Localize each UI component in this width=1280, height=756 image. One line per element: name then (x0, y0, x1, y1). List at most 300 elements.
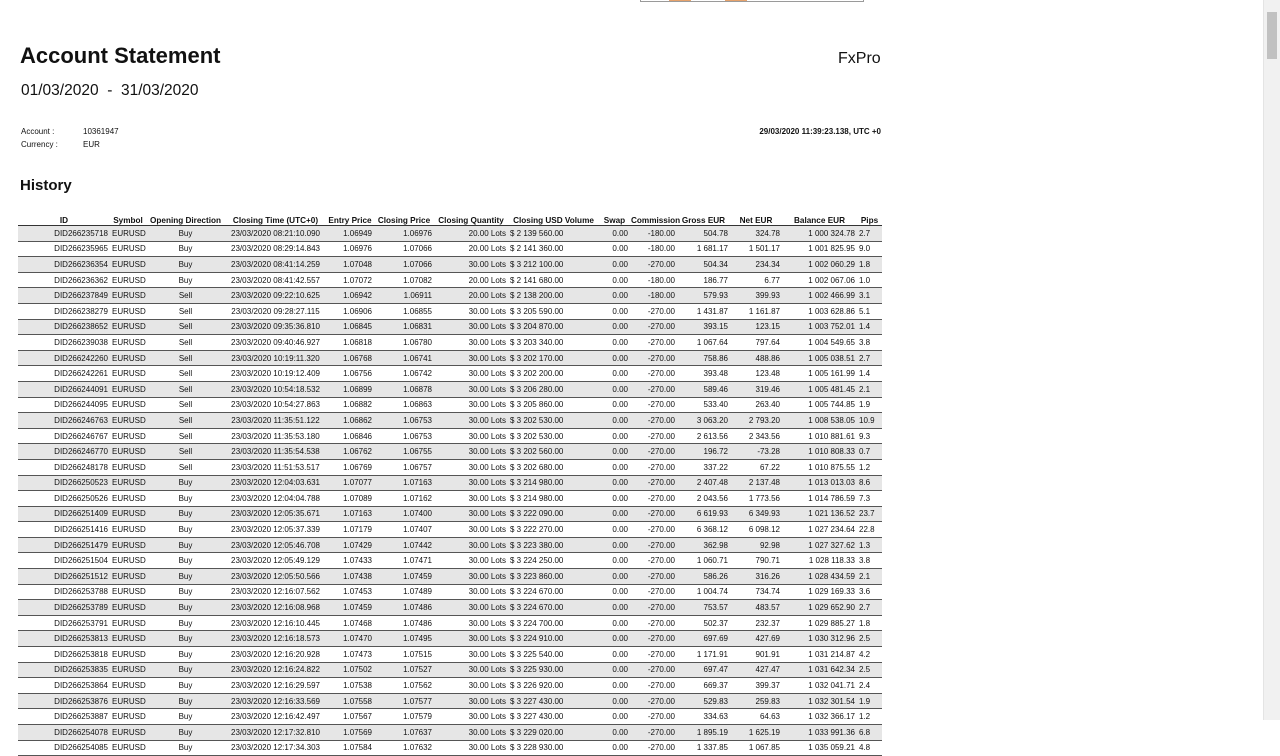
table-cell: 586.26 (677, 569, 730, 585)
table-cell: Sell (146, 459, 225, 475)
table-cell: 30.00 Lots (434, 740, 508, 756)
table-cell: 30.00 Lots (434, 397, 508, 413)
table-cell: -270.00 (630, 553, 677, 569)
table-cell: 758.86 (677, 350, 730, 366)
table-cell: EURUSD (110, 319, 146, 335)
table-cell: DID266253788 (18, 584, 110, 600)
table-cell: 579.93 (677, 288, 730, 304)
table-cell: 6 349.93 (730, 506, 782, 522)
table-cell: 1.07567 (326, 709, 374, 725)
table-cell: -270.00 (630, 506, 677, 522)
table-cell: 1 010 875.55 (782, 459, 857, 475)
table-cell: Buy (146, 491, 225, 507)
table-cell: -270.00 (630, 381, 677, 397)
table-cell: 1.06878 (374, 381, 434, 397)
table-cell: 4.2 (857, 647, 882, 663)
table-cell: DID266246767 (18, 428, 110, 444)
table-header-row (18, 212, 882, 226)
table-cell: 30.00 Lots (434, 553, 508, 569)
table-cell: 753.57 (677, 600, 730, 616)
table-cell: 1 161.87 (730, 303, 782, 319)
table-cell: 1 027 234.64 (782, 522, 857, 538)
table-cell: 186.77 (677, 272, 730, 288)
table-cell: 1.07473 (326, 647, 374, 663)
table-cell: DID266251416 (18, 522, 110, 538)
table-cell: Buy (146, 740, 225, 756)
table-cell: 1.06846 (326, 428, 374, 444)
table-cell: 30.00 Lots (434, 475, 508, 491)
table-cell: 316.26 (730, 569, 782, 585)
table-cell: -270.00 (630, 662, 677, 678)
top-image-fragment (640, 0, 864, 2)
table-cell: $ 3 206 280.00 (508, 381, 599, 397)
table-cell: 1.07515 (374, 647, 434, 663)
table-cell: 0.00 (599, 444, 630, 460)
table-cell: 30.00 Lots (434, 257, 508, 273)
table-cell: 30.00 Lots (434, 303, 508, 319)
table-cell: 23/03/2020 12:04:04.788 (225, 491, 326, 507)
table-cell: DID266251479 (18, 537, 110, 553)
table-row (18, 226, 882, 242)
table-cell: 1.07489 (374, 584, 434, 600)
table-cell: $ 3 202 170.00 (508, 350, 599, 366)
table-cell: 1.07470 (326, 631, 374, 647)
broker-name: FxPro (838, 50, 881, 67)
history-heading: History (20, 177, 72, 194)
table-cell: 9.0 (857, 241, 882, 257)
column-header: ID (18, 212, 110, 226)
table-row (18, 428, 882, 444)
table-cell: 9.3 (857, 428, 882, 444)
table-cell: 30.00 Lots (434, 444, 508, 460)
table-cell: 790.71 (730, 553, 782, 569)
account-number: 10361947 (83, 127, 119, 136)
table-cell: Buy (146, 631, 225, 647)
table-cell: 337.22 (677, 459, 730, 475)
table-cell: 1 337.85 (677, 740, 730, 756)
table-cell: 1 029 652.90 (782, 600, 857, 616)
table-cell: 1 625.19 (730, 725, 782, 741)
table-cell: 1.07632 (374, 740, 434, 756)
table-cell: 1.06976 (326, 241, 374, 257)
table-cell: 1.06976 (374, 226, 434, 242)
column-header: Pips (857, 212, 882, 226)
table-cell: DID266244091 (18, 381, 110, 397)
table-cell: DID266246770 (18, 444, 110, 460)
table-cell: $ 3 227 430.00 (508, 693, 599, 709)
table-row (18, 366, 882, 382)
table-cell: 30.00 Lots (434, 350, 508, 366)
table-cell: -270.00 (630, 366, 677, 382)
table-cell: Buy (146, 662, 225, 678)
table-cell: Sell (146, 288, 225, 304)
table-cell: -270.00 (630, 569, 677, 585)
table-cell: 0.00 (599, 678, 630, 694)
table-cell: 30.00 Lots (434, 662, 508, 678)
table-cell: 1.06757 (374, 459, 434, 475)
table-cell: 0.00 (599, 709, 630, 725)
table-cell: 1.0 (857, 272, 882, 288)
table-row (18, 397, 882, 413)
table-cell: DID266250526 (18, 491, 110, 507)
table-cell: 1.9 (857, 397, 882, 413)
table-cell: 1 010 881.61 (782, 428, 857, 444)
table-cell: 1 028 118.33 (782, 553, 857, 569)
table-cell: -180.00 (630, 272, 677, 288)
table-cell: DID266238652 (18, 319, 110, 335)
table-cell: 1 895.19 (677, 725, 730, 741)
table-cell: 2.7 (857, 226, 882, 242)
table-row (18, 615, 882, 631)
table-cell: 1 003 752.01 (782, 319, 857, 335)
table-cell: $ 3 225 540.00 (508, 647, 599, 663)
table-cell: 0.00 (599, 569, 630, 585)
table-cell: Buy (146, 600, 225, 616)
scrollbar[interactable] (1263, 0, 1280, 720)
table-cell: 30.00 Lots (434, 647, 508, 663)
table-cell: 1.07066 (374, 257, 434, 273)
table-cell: $ 3 202 530.00 (508, 428, 599, 444)
table-cell: $ 2 141 360.00 (508, 241, 599, 257)
table-row (18, 522, 882, 538)
currency-label: Currency : (21, 140, 58, 149)
table-cell: 23/03/2020 12:16:29.597 (225, 678, 326, 694)
table-cell: EURUSD (110, 381, 146, 397)
table-cell: EURUSD (110, 257, 146, 273)
table-cell: 1 013 013.03 (782, 475, 857, 491)
table-cell: Buy (146, 678, 225, 694)
table-cell: 533.40 (677, 397, 730, 413)
table-row (18, 662, 882, 678)
table-cell: 0.00 (599, 226, 630, 242)
table-row (18, 647, 882, 663)
table-cell: Buy (146, 241, 225, 257)
table-cell: 2 613.56 (677, 428, 730, 444)
table-cell: EURUSD (110, 397, 146, 413)
table-cell: -270.00 (630, 631, 677, 647)
table-cell: 0.00 (599, 584, 630, 600)
table-cell: EURUSD (110, 584, 146, 600)
table-cell: EURUSD (110, 444, 146, 460)
table-cell: DID266236354 (18, 257, 110, 273)
table-cell: 0.00 (599, 257, 630, 273)
table-cell: 0.00 (599, 459, 630, 475)
table-cell: -270.00 (630, 335, 677, 351)
table-cell: 30.00 Lots (434, 584, 508, 600)
table-cell: $ 3 224 250.00 (508, 553, 599, 569)
table-cell: 23/03/2020 11:35:54.538 (225, 444, 326, 460)
table-cell: 1.06906 (326, 303, 374, 319)
table-cell: 1.8 (857, 615, 882, 631)
table-cell: 1.06768 (326, 350, 374, 366)
table-cell: $ 2 138 200.00 (508, 288, 599, 304)
table-row (18, 553, 882, 569)
table-cell: 23/03/2020 11:35:51.122 (225, 413, 326, 429)
table-cell: 1.9 (857, 693, 882, 709)
table-cell: 1 008 538.05 (782, 413, 857, 429)
table-cell: $ 3 214 980.00 (508, 491, 599, 507)
table-cell: DID266253818 (18, 647, 110, 663)
table-cell: 901.91 (730, 647, 782, 663)
table-cell: 30.00 Lots (434, 693, 508, 709)
table-cell: 1.06911 (374, 288, 434, 304)
table-cell: 1.06831 (374, 319, 434, 335)
table-cell: DID266254078 (18, 725, 110, 741)
table-cell: Sell (146, 319, 225, 335)
table-cell: DID266235965 (18, 241, 110, 257)
table-cell: Buy (146, 615, 225, 631)
table-cell: 1 003 628.86 (782, 303, 857, 319)
table-cell: EURUSD (110, 335, 146, 351)
table-cell: 399.37 (730, 678, 782, 694)
table-cell: 23/03/2020 09:40:46.927 (225, 335, 326, 351)
table-cell: 1 431.87 (677, 303, 730, 319)
table-cell: 23/03/2020 09:22:10.625 (225, 288, 326, 304)
table-cell: 30.00 Lots (434, 537, 508, 553)
table-cell: EURUSD (110, 459, 146, 475)
table-cell: 23.7 (857, 506, 882, 522)
table-cell: 1.07637 (374, 725, 434, 741)
table-cell: 1.06741 (374, 350, 434, 366)
table-cell: 1 029 169.33 (782, 584, 857, 600)
table-row (18, 350, 882, 366)
table-cell: 23/03/2020 09:35:36.810 (225, 319, 326, 335)
table-cell: 483.57 (730, 600, 782, 616)
table-row (18, 693, 882, 709)
table-cell: 1 773.56 (730, 491, 782, 507)
table-cell: 23/03/2020 12:04:03.631 (225, 475, 326, 491)
table-cell: -270.00 (630, 537, 677, 553)
table-cell: -270.00 (630, 257, 677, 273)
table-cell: 1.07048 (326, 257, 374, 273)
table-cell: EURUSD (110, 506, 146, 522)
table-cell: DID266253789 (18, 600, 110, 616)
table-cell: 1 004.74 (677, 584, 730, 600)
table-cell: 23/03/2020 08:41:14.259 (225, 257, 326, 273)
table-cell: 0.00 (599, 335, 630, 351)
table-cell: 2 407.48 (677, 475, 730, 491)
table-cell: 1.06863 (374, 397, 434, 413)
table-cell: EURUSD (110, 241, 146, 257)
table-row (18, 381, 882, 397)
table-cell: 0.00 (599, 631, 630, 647)
table-cell: $ 3 202 530.00 (508, 413, 599, 429)
table-row (18, 725, 882, 741)
table-cell: -180.00 (630, 241, 677, 257)
table-row (18, 569, 882, 585)
table-cell: 1.07471 (374, 553, 434, 569)
table-cell: 30.00 Lots (434, 522, 508, 538)
table-cell: DID266239038 (18, 335, 110, 351)
table-cell: 3.6 (857, 584, 882, 600)
table-cell: 1 000 324.78 (782, 226, 857, 242)
table-cell: 2 793.20 (730, 413, 782, 429)
table-cell: 30.00 Lots (434, 366, 508, 382)
table-cell: 1.07486 (374, 615, 434, 631)
table-cell: $ 3 202 560.00 (508, 444, 599, 460)
table-cell: -270.00 (630, 413, 677, 429)
table-cell: 1.4 (857, 366, 882, 382)
table-cell: 30.00 Lots (434, 600, 508, 616)
table-cell: EURUSD (110, 693, 146, 709)
table-cell: EURUSD (110, 537, 146, 553)
table-row (18, 257, 882, 273)
table-cell: 529.83 (677, 693, 730, 709)
table-cell: EURUSD (110, 569, 146, 585)
table-cell: -270.00 (630, 428, 677, 444)
column-header: Commission (630, 212, 677, 226)
table-cell: 1.06818 (326, 335, 374, 351)
table-cell: 30.00 Lots (434, 459, 508, 475)
table-cell: 1.07527 (374, 662, 434, 678)
table-cell: Buy (146, 537, 225, 553)
table-cell: 0.00 (599, 288, 630, 304)
table-row (18, 740, 882, 756)
table-cell: DID266242260 (18, 350, 110, 366)
table-cell: DID266244095 (18, 397, 110, 413)
table-row (18, 241, 882, 257)
table-cell: Buy (146, 647, 225, 663)
table-cell: 319.46 (730, 381, 782, 397)
table-cell: 23/03/2020 10:54:18.532 (225, 381, 326, 397)
table-cell: 6 098.12 (730, 522, 782, 538)
table-cell: EURUSD (110, 475, 146, 491)
table-cell: 0.00 (599, 272, 630, 288)
table-cell: 92.98 (730, 537, 782, 553)
table-cell: 23/03/2020 12:05:49.129 (225, 553, 326, 569)
table-cell: 1 002 067.06 (782, 272, 857, 288)
table-row (18, 413, 882, 429)
table-cell: 23/03/2020 12:16:24.822 (225, 662, 326, 678)
table-cell: 8.6 (857, 475, 882, 491)
scrollbar-thumb[interactable] (1267, 12, 1277, 59)
table-cell: 1.2 (857, 459, 882, 475)
table-cell: 30.00 Lots (434, 569, 508, 585)
table-cell: 30.00 Lots (434, 413, 508, 429)
table-cell: 6.8 (857, 725, 882, 741)
column-header: Symbol (110, 212, 146, 226)
table-cell: -180.00 (630, 288, 677, 304)
table-cell: 196.72 (677, 444, 730, 460)
table-cell: 30.00 Lots (434, 319, 508, 335)
table-cell: 697.69 (677, 631, 730, 647)
table-cell: 22.8 (857, 522, 882, 538)
table-cell: 2.1 (857, 381, 882, 397)
table-cell: 1 501.17 (730, 241, 782, 257)
table-cell: 1 002 060.29 (782, 257, 857, 273)
table-cell: -270.00 (630, 350, 677, 366)
table-cell: -270.00 (630, 303, 677, 319)
table-cell: 1.07066 (374, 241, 434, 257)
table-cell: 1.06862 (326, 413, 374, 429)
table-cell: 3.8 (857, 553, 882, 569)
table-cell: 2.5 (857, 662, 882, 678)
table-cell: 1 027 327.62 (782, 537, 857, 553)
table-cell: EURUSD (110, 428, 146, 444)
table-cell: 23/03/2020 12:16:10.445 (225, 615, 326, 631)
table-cell: 1.07538 (326, 678, 374, 694)
table-cell: $ 3 224 700.00 (508, 615, 599, 631)
table-cell: 1 005 038.51 (782, 350, 857, 366)
table-cell: 1.06899 (326, 381, 374, 397)
table-cell: -270.00 (630, 397, 677, 413)
table-cell: 0.00 (599, 740, 630, 756)
table-cell: 1.07453 (326, 584, 374, 600)
table-cell: DID266253791 (18, 615, 110, 631)
table-cell: 1.07438 (326, 569, 374, 585)
table-cell: 2.7 (857, 350, 882, 366)
table-cell: 1.06949 (326, 226, 374, 242)
column-header: Closing Price (374, 212, 434, 226)
table-cell: 23/03/2020 12:05:46.708 (225, 537, 326, 553)
table-cell: -270.00 (630, 647, 677, 663)
table-cell: $ 3 203 340.00 (508, 335, 599, 351)
table-cell: 23/03/2020 12:05:35.671 (225, 506, 326, 522)
table-cell: $ 2 141 680.00 (508, 272, 599, 288)
table-cell: -270.00 (630, 678, 677, 694)
table-cell: 1 021 136.52 (782, 506, 857, 522)
table-cell: 393.48 (677, 366, 730, 382)
currency-value: EUR (83, 140, 100, 149)
table-cell: 1.2 (857, 709, 882, 725)
column-header: Closing USD Volume (508, 212, 599, 226)
table-cell: DID266242261 (18, 366, 110, 382)
table-cell: DID266254085 (18, 740, 110, 756)
table-cell: $ 3 214 980.00 (508, 475, 599, 491)
table-cell: EURUSD (110, 600, 146, 616)
table-cell: 1.06755 (374, 444, 434, 460)
table-cell: Sell (146, 350, 225, 366)
table-cell: 1 171.91 (677, 647, 730, 663)
table-cell: 1.06780 (374, 335, 434, 351)
table-cell: 1.06855 (374, 303, 434, 319)
table-cell: Buy (146, 272, 225, 288)
table-row (18, 272, 882, 288)
table-cell: 1.07569 (326, 725, 374, 741)
table-cell: 1 004 549.65 (782, 335, 857, 351)
table-cell: 30.00 Lots (434, 381, 508, 397)
table-cell: DID266237849 (18, 288, 110, 304)
table-cell: Buy (146, 569, 225, 585)
table-cell: 0.00 (599, 381, 630, 397)
table-cell: -270.00 (630, 693, 677, 709)
table-cell: DID266253887 (18, 709, 110, 725)
table-cell: 1.06882 (326, 397, 374, 413)
table-cell: -270.00 (630, 444, 677, 460)
table-cell: 6.77 (730, 272, 782, 288)
table-cell: $ 3 204 870.00 (508, 319, 599, 335)
table-cell: 1.06753 (374, 413, 434, 429)
table-row (18, 335, 882, 351)
column-header: Swap (599, 212, 630, 226)
table-cell: DID266253813 (18, 631, 110, 647)
table-cell: -270.00 (630, 709, 677, 725)
table-row (18, 584, 882, 600)
table-cell: 1 005 744.85 (782, 397, 857, 413)
image-mark (725, 0, 747, 1)
history-table (18, 212, 882, 756)
table-cell: 393.15 (677, 319, 730, 335)
table-cell: 427.47 (730, 662, 782, 678)
table-cell: 0.00 (599, 615, 630, 631)
table-cell: EURUSD (110, 662, 146, 678)
table-cell: 10.9 (857, 413, 882, 429)
table-cell: 1 010 808.33 (782, 444, 857, 460)
table-cell: 123.48 (730, 366, 782, 382)
table-cell: 1.07502 (326, 662, 374, 678)
table-cell: 3.1 (857, 288, 882, 304)
table-cell: 1 002 466.99 (782, 288, 857, 304)
